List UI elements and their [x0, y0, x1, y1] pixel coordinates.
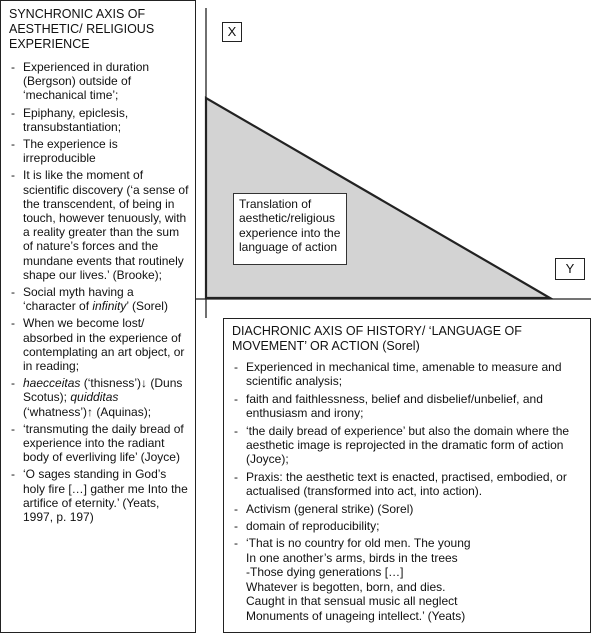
list-item: - ‘transmuting the daily bread of experience into the radiant body of everliving life’ (Joyce) [9, 422, 189, 465]
translation-label: Translation of aesthetic/religious experience into the language of action [233, 193, 347, 265]
list-item: - Experienced in duration (Bergson) outside of ‘mechanical time’; [9, 60, 189, 103]
synchronic-heading: SYNCHRONIC AXIS OF AESTHETIC/ RELIGIOUS EXPERIENCE [9, 7, 155, 51]
diagram-svg [196, 0, 591, 318]
diachronic-heading: DIACHRONIC AXIS OF HISTORY/ ‘LANGUAGE OF MOVEMENT’ OR ACTION (Sorel) [232, 324, 522, 353]
list-item: - faith and faithlessness, belief and disbelief/unbelief, and enthusiasm and irony; [232, 392, 584, 421]
list-item: - haecceitas (‘thisness’)↓ (Duns Scotus); quidditas (‘whatness’)↑ (Aquinas); [9, 376, 189, 419]
list-item: - Activism (general strike) (Sorel) [232, 502, 584, 516]
list-item: - Experienced in mechanical time, amenable to measure and scientific analysis; [232, 360, 584, 389]
diachronic-list [232, 360, 584, 623]
list-item: - It is like the moment of scientific discovery (‘a sense of the transcendent, of being in touch, however tenuously, with a reality greater than the sum of nature’s forces and the mundane events that routinely shape our lives.’ (Brooke); [9, 168, 189, 282]
synchronic-list [9, 60, 189, 524]
list-item: - Praxis: the aesthetic text is enacted, practised, embodied, or actualised (transformed into act, into action). [232, 470, 584, 499]
list-item: - ‘That is no country for old men. The young In one another’s arms, birds in the trees -Those dying generations […] Whatever is begotten, born, and dies. Caught in that sensual music all neglect Monuments of unageing intellect.’ (Yeats) [232, 536, 584, 622]
y-axis-label: Y [555, 258, 585, 280]
list-item: - ‘the daily bread of experience’ but also the domain where the aesthetic image is reprojected in the dramatic form of action (Joyce); [232, 424, 584, 467]
x-axis-label: X [222, 22, 242, 42]
list-item: - The experience is irreproducible [9, 137, 189, 165]
list-item: - domain of reproducibility; [232, 519, 584, 533]
axis-diagram [196, 0, 591, 318]
synchronic-axis-box [0, 0, 196, 633]
list-item: - When we become lost/ absorbed in the experience of contemplating an art object, or in reading; [9, 316, 189, 373]
diachronic-axis-box [223, 318, 591, 633]
list-item: - Social myth having a ‘character of infinity’ (Sorel) [9, 285, 189, 313]
list-item: - ‘O sages standing in God’s holy fire […] gather me Into the artifice of eternity.’ (Yeats, 1997, p. 197) [9, 467, 189, 524]
list-item: - Epiphany, epiclesis, transubstantiation; [9, 106, 189, 134]
